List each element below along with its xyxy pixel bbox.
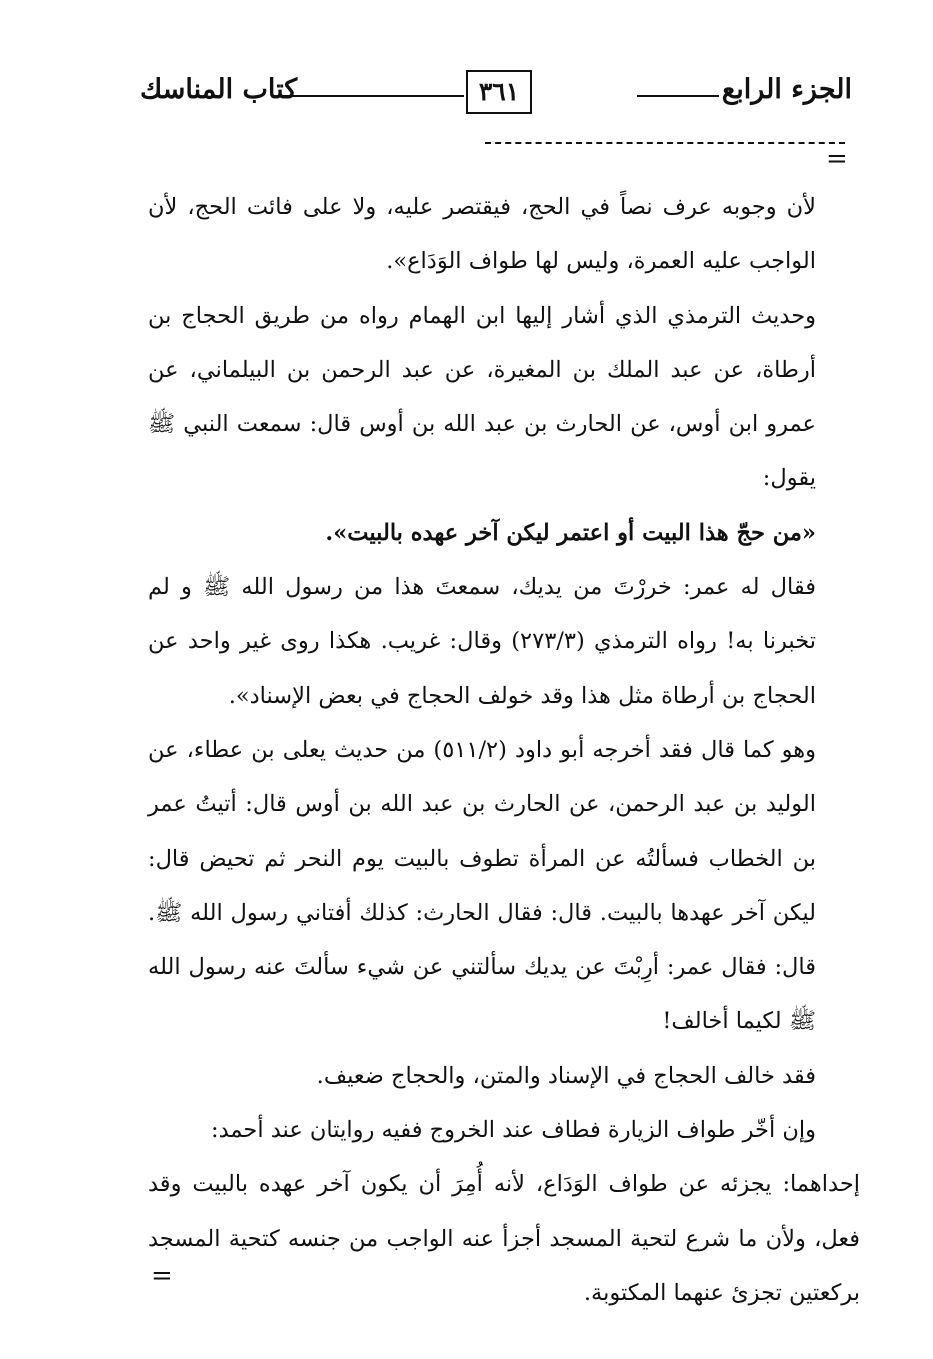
page-header bbox=[140, 68, 852, 116]
paragraph bbox=[148, 289, 816, 560]
header-rule-right bbox=[637, 95, 719, 97]
continuation-mark-bottom: = bbox=[151, 1261, 173, 1291]
paragraph: فقد خالف الحجاج في الإسناد والمتن، والحجاج ضعيف. bbox=[316, 1062, 816, 1089]
paragraph: فقال له عمر: خررْتَ من يديك، سمعتَ هذا من رسول الله ﷺ و لم تخبرنا به! رواه الترمذي (٢٧٣/٣) وقال: غريب. هكذا روى غير واحد عن الحجاج بن أرطاة مثل هذا وقد خولف الحجاج في بعض الإسناد». bbox=[148, 574, 816, 709]
hadith-quote: «من حجّ هذا البيت أو اعتمر ليكن آخر عهده بالبيت». bbox=[325, 519, 816, 546]
footnote-body bbox=[148, 180, 860, 1320]
page-number: ٣٦١ bbox=[466, 70, 532, 114]
paragraph: وهو كما قال فقد أخرجه أبو داود (٥١١/٢) من حديث يعلى بن عطاء، عن الوليد بن عبد الرحمن، عن الحارث بن عبد الله بن أوس قال: أتيتُ عمر بن الخطاب فسألتُه عن المرأة تطوف بالبيت يوم النحر ثم تحيض قال: ليكن آخر عهدها بالبيت. قال: فقال الحارث: كذلك أفتاني رسول الله ﷺ. قال: فقال عمر: أرِبْتَ عن يديك سألتني عن شيء سألتَ عنه رسول الله ﷺ لكيما أخالف! bbox=[148, 736, 816, 1035]
volume-title: الجزء الرابع bbox=[721, 74, 852, 105]
paragraph: وإن أخّر طواف الزيارة فطاف عند الخروج ففيه روايتان عند أحمد: bbox=[211, 1117, 816, 1144]
paragraph: لأن وجوبه عرف نصاً في الحج، فيقتصر عليه، ولا على فائت الحج، لأن الواجب عليه العمرة، وليس لها طواف الوَدَاع». bbox=[148, 194, 816, 275]
paragraph: إحداهما: يجزئه عن طواف الوَدَاع، لأنه أُمِرَ أن يكون آخر عهده بالبيت وقد فعل، ولأن ما شرع لتحية المسجد أجزأ عنه الواجب من جنسه كتحية المسجد بركعتين تجزئ عنهما المكتوبة. bbox=[148, 1171, 860, 1306]
paragraph-text: وحديث الترمذي الذي أشار إليها ابن الهمام رواه من طريق الحجاج بن أرطاة، عن عبد الملك بن المغيرة، عن عبد الرحمن بن البيلماني، عن عمرو ابن أوس، عن الحارث بن عبد الله بن أوس قال: سمعت النبي ﷺ يقول: bbox=[148, 302, 816, 492]
header-rule-left bbox=[280, 95, 464, 97]
book-title: كتاب المناسك bbox=[140, 74, 298, 105]
dashed-divider bbox=[485, 142, 845, 144]
continuation-mark-top: = bbox=[826, 144, 848, 174]
